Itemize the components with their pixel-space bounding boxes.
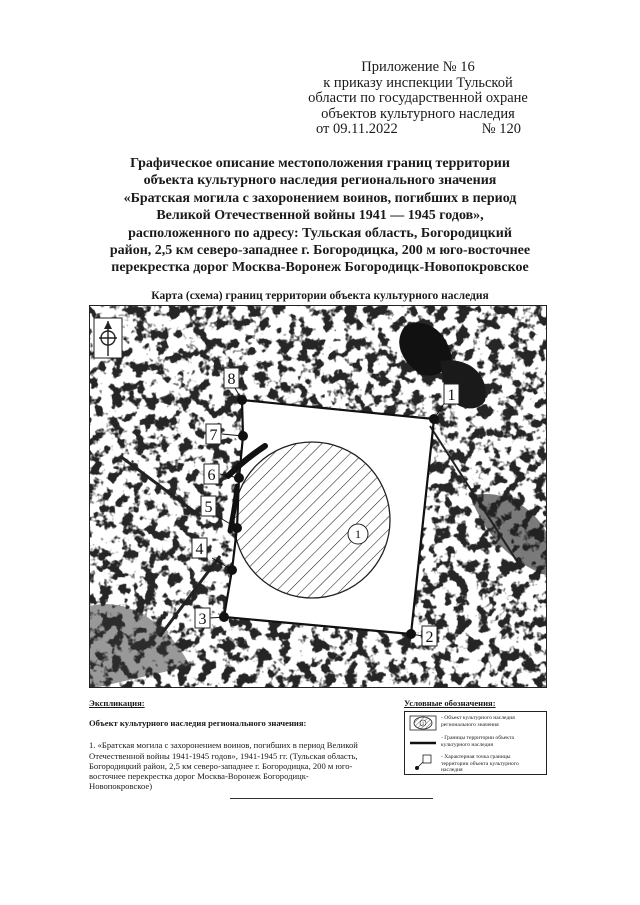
boundary-line-icon <box>409 735 437 753</box>
explication-line: Отечественной войны 1941-1945 годов», 1941-1945 гг. (Тульская область, <box>89 750 358 761</box>
legend-line: наследия <box>441 767 463 774</box>
title-line: Великой Отечественной войны 1941 — 1945 годов», <box>156 208 484 224</box>
explication-line: Богородицкий район, 2,5 км северо-западнее г. Богородицка, 200 м юго- <box>89 760 353 771</box>
legend-line: - Объект культурного наследия <box>441 715 515 721</box>
bottom-divider <box>230 798 433 799</box>
point-label: 3 <box>198 611 207 628</box>
heritage-object <box>234 442 390 598</box>
north-arrow-icon <box>94 318 122 358</box>
title-line: расположенного по адресу: Тульская область, Богородицкий <box>128 225 512 241</box>
point-label: 5 <box>204 499 213 516</box>
legend-box <box>404 711 547 775</box>
map-caption: Карта (схема) границ территории объекта культурного наследия <box>151 290 489 302</box>
legend-line: - Границы территории объекта <box>441 735 514 741</box>
legend-text <box>441 754 519 774</box>
title-line: район, 2,5 км северо-западнее г. Богородицка, 200 м юго-восточнее <box>109 243 531 259</box>
legend-line: - Характерная точка границы <box>441 754 511 760</box>
point-label: 2 <box>425 629 434 646</box>
explication-heading: Экспликация: <box>89 698 145 708</box>
explication-item <box>89 740 379 791</box>
explication-subheading: Объект культурного наследия регионального значения: <box>89 718 307 729</box>
order-date: от 09.11.2022 <box>316 121 398 137</box>
document-title <box>60 155 580 277</box>
order-number: № 120 <box>481 121 521 137</box>
order-date-number <box>316 121 521 138</box>
title-line: Графическое описание местоположения границ территории <box>130 156 510 171</box>
explication-line: 1. «Братская могила с захоронением воинов, погибших в период Великой <box>89 740 358 751</box>
legend-heading: Условные обозначения: <box>404 698 496 708</box>
object-label: 1 <box>355 527 361 541</box>
point-label: 4 <box>195 541 204 558</box>
point-label: 1 <box>447 387 456 404</box>
appendix-line: Приложение № 16 <box>361 59 475 75</box>
boundary-point-icon <box>409 754 437 772</box>
hatched-circle-icon <box>409 715 437 733</box>
point-label: 6 <box>207 467 216 484</box>
legend-symbol-label: 1 <box>421 722 425 727</box>
appendix-line: к приказу инспекции Тульской <box>323 74 513 91</box>
legend-line: регионального значения <box>441 721 499 728</box>
legend-text <box>441 735 514 748</box>
explication-line: Новопокровское) <box>89 781 153 792</box>
explication <box>89 698 379 791</box>
appendix-line: области по государственной охране <box>308 90 528 106</box>
legend-line: культурного наследия <box>441 741 493 748</box>
appendix-header <box>300 60 536 122</box>
boundary-map <box>89 305 547 688</box>
explication-line: восточнее перекрестка дорог Москва-Воронеж Богородицк- <box>89 771 309 782</box>
title-line: «Братская могила с захоронением воинов, погибших в период <box>123 190 517 206</box>
legend <box>404 698 549 775</box>
legend-line: территории объекта культурного <box>441 760 519 767</box>
legend-row-object <box>409 715 544 735</box>
point-label: 7 <box>209 427 218 444</box>
appendix-line: объектов культурного наследия <box>321 105 515 122</box>
legend-text <box>441 715 515 728</box>
legend-row-boundary <box>409 735 544 755</box>
title-line: объекта культурного наследия регионального значения <box>143 173 497 189</box>
point-label: 8 <box>227 371 236 388</box>
title-line: перекрестка дорог Москва-Воронеж Богородицк-Новопокровское <box>111 260 529 276</box>
legend-row-point <box>409 754 544 774</box>
